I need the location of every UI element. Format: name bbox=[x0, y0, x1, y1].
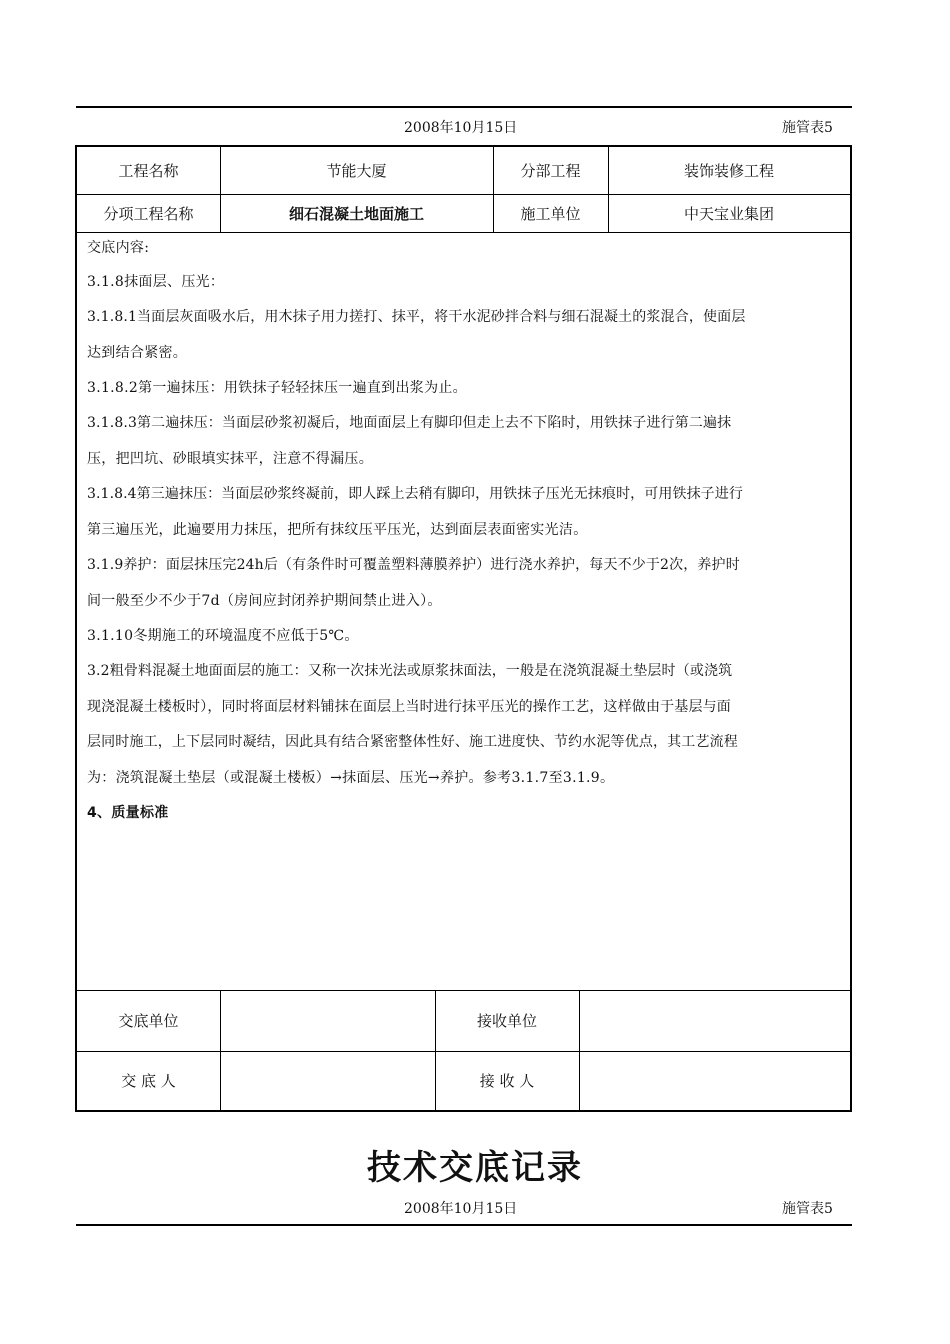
content-line: 第三遍压光，此遍要用力抹压，把所有抹纹压平压光，达到面层表面密实光洁。 bbox=[87, 522, 588, 538]
content-line: 间一般至少不少于7d（房间应封闭养护期间禁止进入）。 bbox=[87, 593, 442, 609]
record-table bbox=[75, 145, 852, 1112]
page-title: 技术交底记录 bbox=[367, 1148, 583, 1188]
receiver-value[interactable] bbox=[579, 1051, 850, 1110]
header-form-code: 施管表5 bbox=[782, 120, 833, 136]
footer-form-code: 施管表5 bbox=[782, 1201, 833, 1217]
bottom-rule bbox=[76, 1224, 852, 1226]
section-heading: 4、质量标准 bbox=[87, 805, 169, 821]
content-line: 3.1.8.3第二遍抹压：当面层砂浆初凝后，地面面层上有脚印但走上去不下陷时，用铁抹子进行第二遍抹 bbox=[87, 415, 732, 431]
subitem-label: 分项工程名称 bbox=[103, 204, 194, 223]
contractor-value: 中天宝业集团 bbox=[683, 204, 774, 223]
issuer-label: 交 底 人 bbox=[121, 1072, 176, 1090]
project-name-value: 节能大厦 bbox=[326, 162, 387, 180]
content-line: 3.2粗骨料混凝土地面面层的施工：又称一次抹光法或原浆抹面法，一般是在浇筑混凝土垫层时（或浇筑 bbox=[87, 663, 733, 679]
content-line: 3.1.8.4第三遍抹压：当面层砂浆终凝前，即人踩上去稍有脚印，用铁抹子压光无抹痕时，可用铁抹子进行 bbox=[87, 486, 743, 502]
divider bbox=[77, 232, 850, 233]
receiving-unit-value[interactable] bbox=[579, 990, 850, 1051]
content-line: 为：浇筑混凝土垫层（或混凝土楼板）→抹面层、压光→养护。参考3.1.7至3.1.9。 bbox=[87, 770, 615, 786]
issuing-unit-value[interactable] bbox=[220, 990, 435, 1051]
content-line: 现浇混凝土楼板时），同时将面层材料铺抹在面层上当时进行抹平压光的操作工艺，这样做由于基层与面 bbox=[87, 699, 731, 715]
issuer-value[interactable] bbox=[220, 1051, 435, 1110]
content-line: 层同时施工，上下层同时凝结，因此具有结合紧密整体性好、施工进度快、节约水泥等优点，其工艺流程 bbox=[87, 734, 738, 750]
contractor-label: 施工单位 bbox=[520, 204, 581, 223]
content-line: 3.1.10冬期施工的环境温度不应低于5℃。 bbox=[87, 628, 359, 644]
content-line: 压，把凹坑、砂眼填实抹平，注意不得漏压。 bbox=[87, 451, 373, 467]
content-line: 3.1.9养护：面层抹压完24h后（有条件时可覆盖塑料薄膜养护）进行浇水养护，每天不少于2次，养护时 bbox=[87, 557, 740, 573]
project-name-label: 工程名称 bbox=[118, 162, 179, 180]
content-line: 达到结合紧密。 bbox=[87, 345, 188, 361]
header-date: 2008年10月15日 bbox=[404, 120, 518, 136]
top-rule bbox=[76, 106, 852, 108]
content-line: 3.1.8抹面层、压光： bbox=[87, 274, 225, 290]
content-line: 交底内容: bbox=[87, 240, 150, 256]
content-line: 3.1.8.1当面层灰面吸水后，用木抹子用力搓打、抹平，将干水泥砂拌合料与细石混凝土的浆混合，使面层 bbox=[87, 309, 746, 325]
subitem-value: 细石混凝土地面施工 bbox=[288, 204, 424, 223]
footer-date: 2008年10月15日 bbox=[404, 1201, 518, 1217]
receiver-label: 接 收 人 bbox=[479, 1072, 535, 1090]
division-label: 分部工程 bbox=[520, 162, 581, 180]
receiving-unit-label: 接收单位 bbox=[476, 1012, 537, 1030]
issuing-unit-label: 交底单位 bbox=[118, 1012, 179, 1030]
division-value: 装饰装修工程 bbox=[683, 162, 774, 180]
content-line: 3.1.8.2第一遍抹压：用铁抹子轻轻抹压一遍直到出浆为止。 bbox=[87, 380, 467, 396]
